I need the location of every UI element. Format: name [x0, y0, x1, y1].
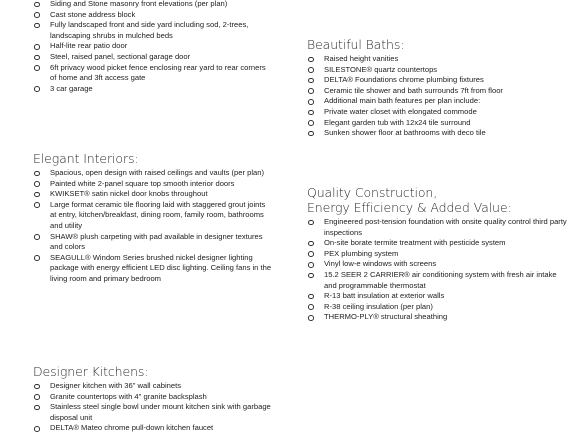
bullet-icon: [34, 55, 40, 61]
bullet-icon: [34, 44, 40, 50]
bullet-icon: [308, 294, 314, 300]
bullet-icon: [308, 67, 314, 73]
list-item: Painted white 2-panel square top smooth interior doors: [33, 179, 273, 190]
bullet-icon: [308, 110, 314, 116]
bullet-icon: [308, 315, 314, 321]
list-item: On-site borate termite treatment with pesticide system: [307, 238, 569, 249]
list-item: Spacious, open design with raised ceilings and vaults (per plan): [33, 168, 273, 179]
quality-heading-line1: Quality Construction,: [307, 185, 438, 200]
list-item: 15.2 SEER 2 CARRIER® air conditioning system with fresh air intake and programmable thermostat: [307, 270, 569, 291]
list-item: DELTA® Mateo chrome pull-down kitchen faucet: [33, 423, 273, 432]
bullet-icon: [308, 241, 314, 247]
list-item: R-38 ceiling insulation (per plan): [307, 302, 569, 313]
bullet-icon: [34, 384, 40, 390]
bullet-icon: [308, 251, 314, 257]
baths-list: [307, 54, 569, 139]
list-item: Siding and Stone masonry front elevations (per plan): [33, 0, 273, 10]
list-item: Steel, raised panel, sectional garage door: [33, 52, 273, 63]
list-item: Large format ceramic tile flooring laid with staggered grout joints at entry, kitchen/breakfast, dining room, family room, bathrooms and utility: [33, 200, 273, 232]
exterior-list: [33, 0, 273, 94]
bullet-icon: [308, 120, 314, 126]
bullet-icon: [34, 181, 40, 187]
list-item: Sunken shower floor at bathrooms with deco tile: [307, 128, 569, 139]
list-item: R-13 batt insulation at exterior walls: [307, 291, 569, 302]
list-item: Vinyl low-e windows with screens: [307, 259, 569, 270]
bullet-icon: [34, 192, 40, 198]
bullet-icon: [34, 255, 40, 261]
list-item: 6ft privacy wood picket fence enclosing rear yard to rear corners of home and 3ft access gate: [33, 63, 273, 84]
baths-section: [307, 37, 569, 139]
kitchens-heading: Designer Kitchens:: [33, 364, 149, 379]
bullet-icon: [34, 234, 40, 240]
list-item: THERMO-PLY® structural sheathing: [307, 312, 569, 323]
list-item: Engineered post-tension foundation with onsite quality control third party inspections: [307, 217, 569, 238]
list-item: Half-lite rear patio door: [33, 41, 273, 52]
list-item: Additional main bath features per plan include:: [307, 96, 569, 107]
list-item: Stainless steel single bowl under mount kitchen sink with garbage disposal unit: [33, 402, 273, 423]
list-item: PEX plumbing system: [307, 249, 569, 260]
list-item: Granite countertops with 4" granite backsplash: [33, 392, 273, 403]
bullet-icon: [308, 131, 314, 137]
bullet-icon: [308, 220, 314, 226]
bullet-icon: [34, 171, 40, 177]
list-item: Cast stone address block: [33, 10, 273, 21]
interiors-list: [33, 168, 273, 285]
list-item: Raised height vanities: [307, 54, 569, 65]
bullet-icon: [34, 2, 40, 8]
bullet-icon: [308, 88, 314, 94]
list-item: SHAW® plush carpeting with pad available in designer textures and colors: [33, 232, 273, 253]
list-item: DELTA® Foundations chrome plumbing fixtures: [307, 75, 569, 86]
list-item: Designer kitchen with 36" wall cabinets: [33, 381, 273, 392]
bullet-icon: [34, 65, 40, 71]
list-item: 3 car garage: [33, 84, 273, 95]
interiors-section: [33, 151, 273, 285]
kitchens-list: [33, 381, 273, 432]
bullet-icon: [34, 202, 40, 208]
bullet-icon: [34, 426, 40, 432]
bullet-icon: [308, 273, 314, 279]
list-item: SEAGULL® Windom Series brushed nickel designer lighting package with energy efficient LED disc lighting. Ceiling fans in the living room and primary bedroom: [33, 253, 273, 285]
bullet-icon: [34, 405, 40, 411]
quality-list: [307, 217, 569, 323]
quality-heading-line2: Energy Efficiency & Added Value:: [307, 200, 512, 215]
bullet-icon: [308, 78, 314, 84]
bullet-icon: [34, 394, 40, 400]
bullet-icon: [34, 23, 40, 29]
quality-section: [307, 185, 569, 323]
bullet-icon: [308, 262, 314, 268]
bullet-icon: [308, 304, 314, 310]
interiors-heading: Elegant Interiors:: [33, 151, 139, 166]
baths-heading: Beautiful Baths:: [307, 37, 405, 52]
bullet-icon: [34, 86, 40, 92]
bullet-icon: [308, 99, 314, 105]
list-item: SILESTONE® quartz countertops: [307, 65, 569, 76]
list-item: Private water closet with elongated commode: [307, 107, 569, 118]
bullet-icon: [308, 57, 314, 63]
list-item: Elegant garden tub with 12x24 tile surround: [307, 118, 569, 129]
list-item: Ceramic tile shower and bath surrounds 7ft from floor: [307, 86, 569, 97]
bullet-icon: [34, 12, 40, 18]
exterior-section: [33, 0, 273, 94]
kitchens-section: [33, 364, 273, 432]
list-item: KWIKSET® satin nickel door knobs throughout: [33, 189, 273, 200]
list-item: Fully landscaped front and side yard including sod, 2-trees, landscaping shrubs in mulched beds: [33, 20, 273, 41]
